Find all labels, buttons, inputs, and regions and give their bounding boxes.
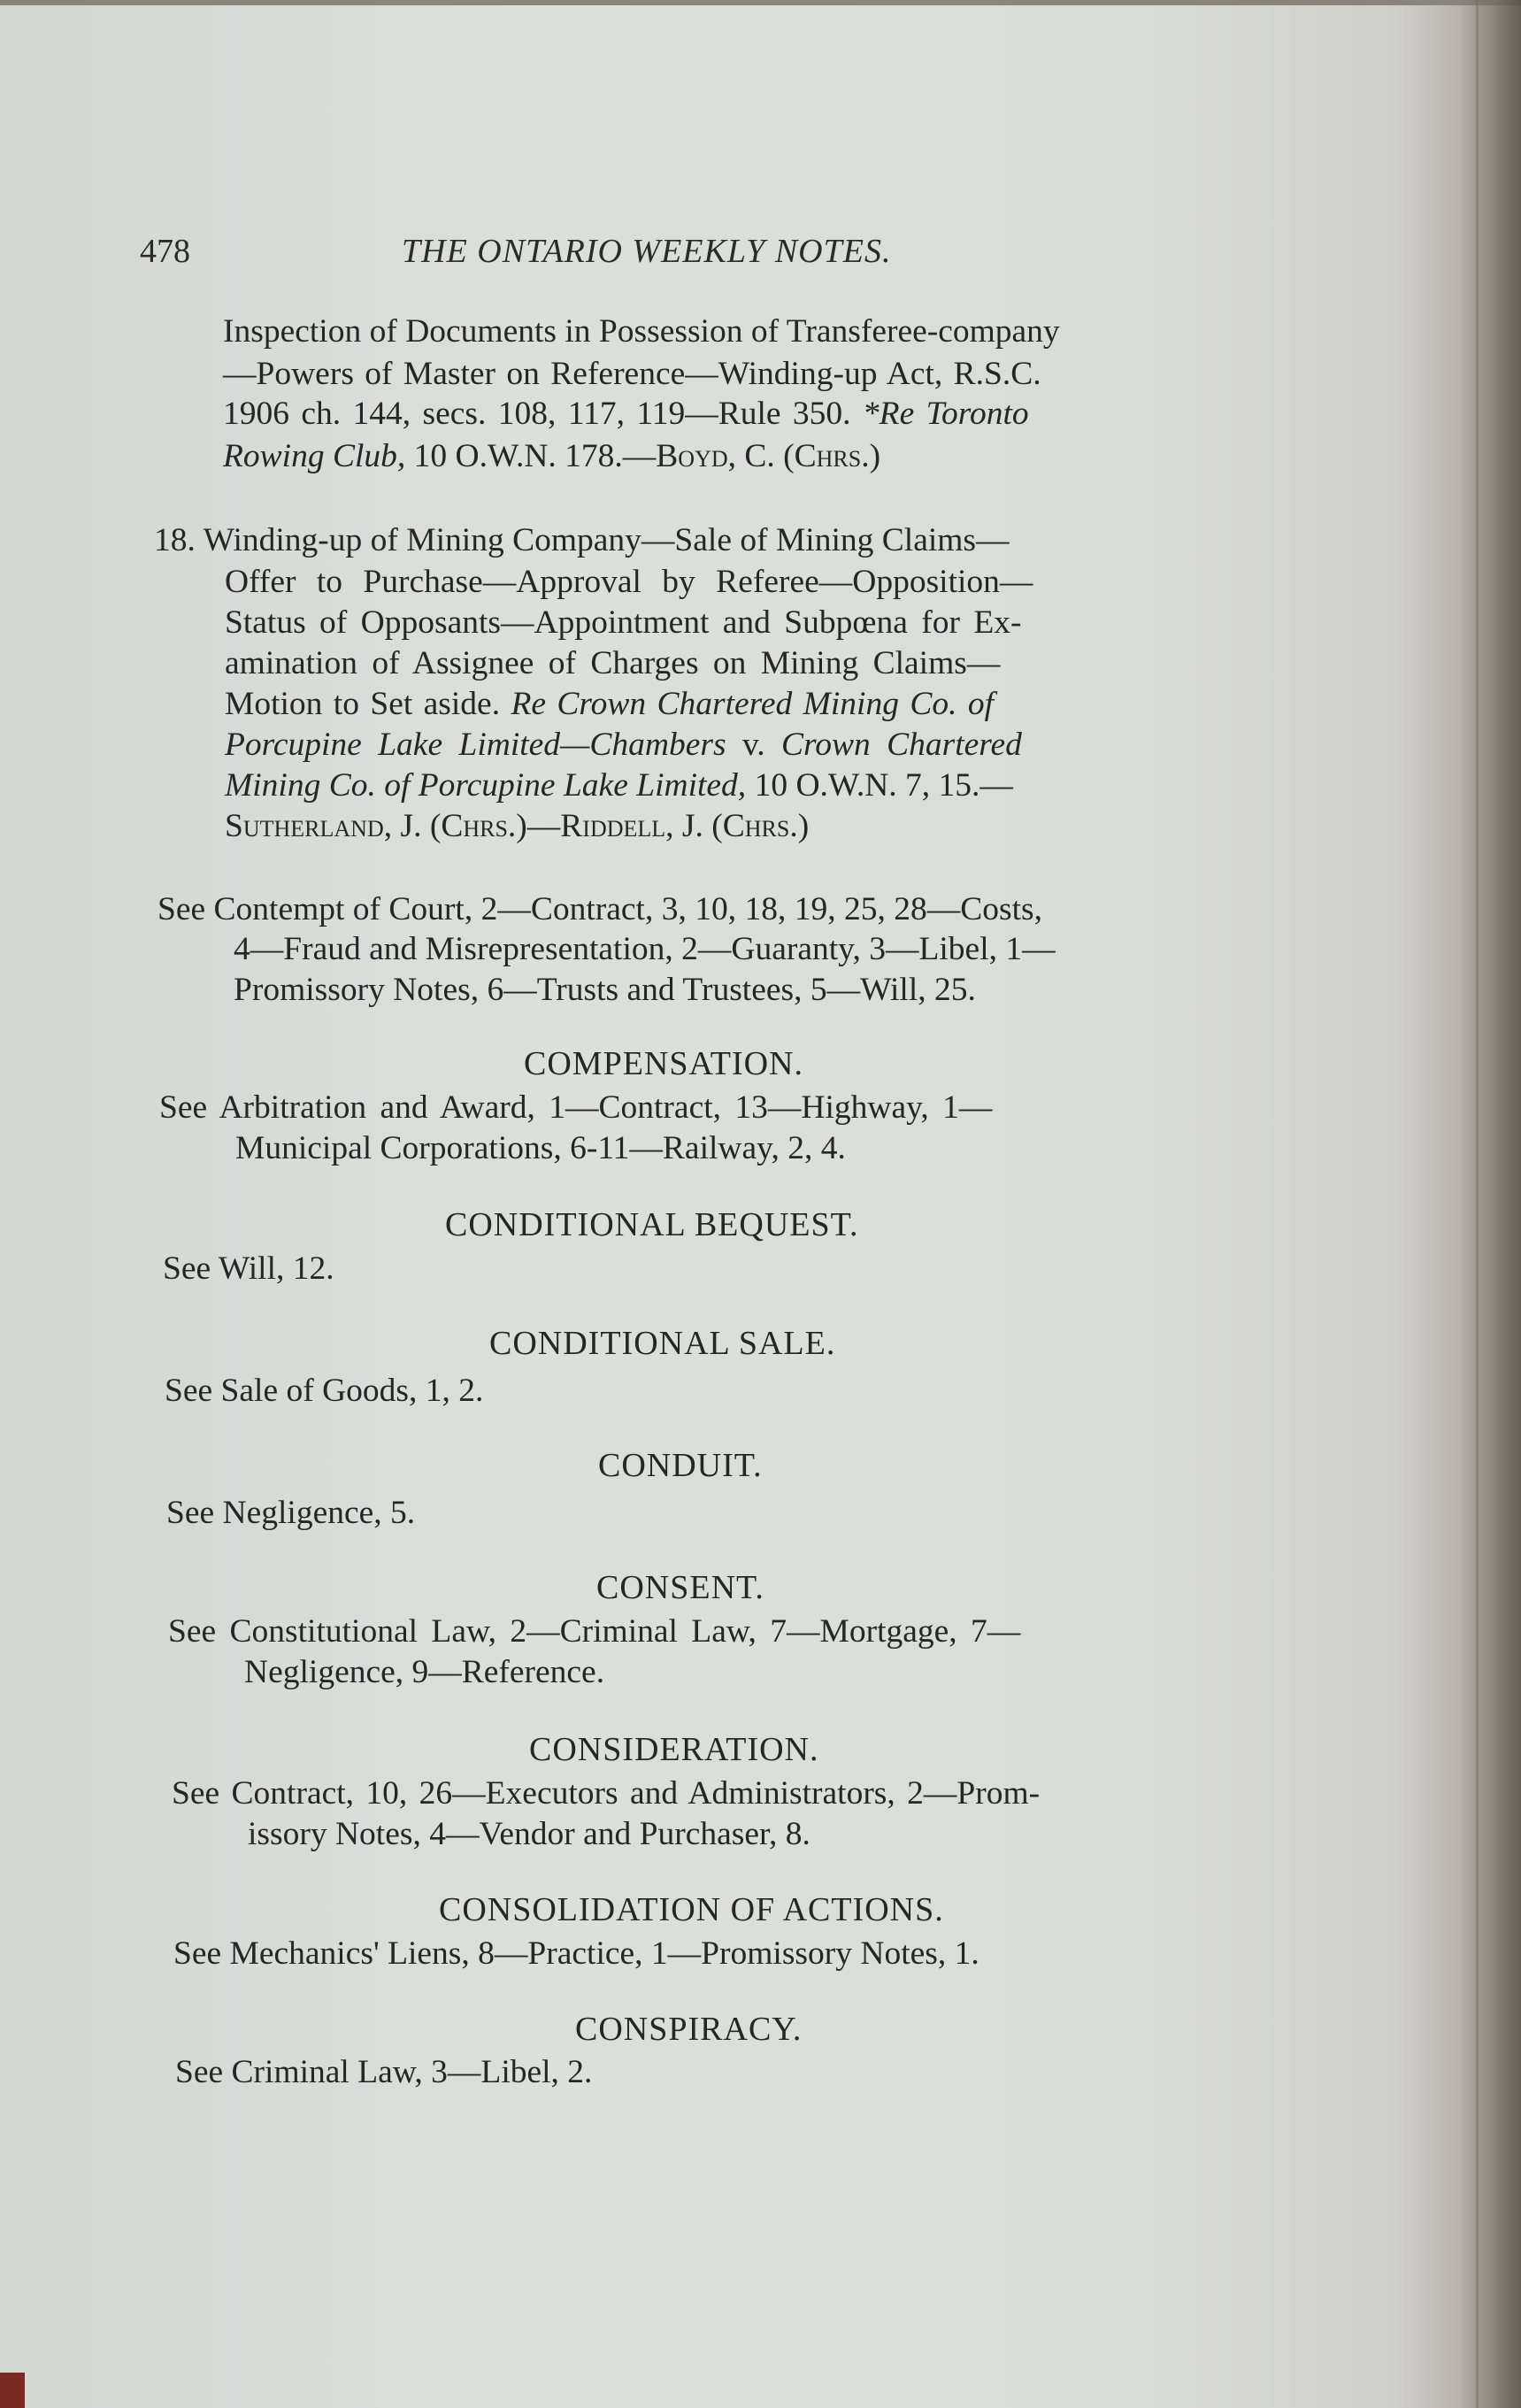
- entry-text: , J. (: [383, 808, 442, 844]
- see-also-line: See Contract, 10, 26—Executors and Administrators, 2—Prom-: [172, 1775, 1041, 1812]
- case-citation: Rowing Club,: [223, 438, 406, 474]
- judge-name: Boyd: [656, 438, 728, 474]
- binding-shadow: [1459, 0, 1521, 2408]
- see-also-line: See Constitutional Law, 2—Criminal Law, 7—Mortgage, 7—: [168, 1613, 1021, 1650]
- entry-line: [225, 806, 809, 847]
- index-heading: COMPENSATION.: [524, 1045, 803, 1082]
- index-heading: CONSIDERATION.: [529, 1731, 819, 1768]
- entry-line: Status of Opposants—Appointment and Subpœna for Ex-: [225, 604, 1022, 641]
- entry-text: ): [869, 438, 881, 474]
- case-citation: Crown Chartered: [781, 727, 1022, 763]
- case-citation: Mining Co. of Porcupine Lake Limited,: [225, 767, 747, 804]
- cover-corner: [0, 2373, 25, 2408]
- entry-line: —Powers of Master on Reference—Winding-up Act, R.S.C.: [223, 356, 1041, 392]
- see-also-line: See Sale of Goods, 1, 2.: [165, 1373, 484, 1409]
- entry-line: [154, 520, 1010, 561]
- judge-name: Riddell: [560, 808, 666, 844]
- entry-line: Offer to Purchase—Approval by Referee—Opposition—: [225, 564, 1033, 600]
- report-ref: 10 O.W.N. 178.—: [405, 438, 657, 474]
- entry-line: [225, 684, 994, 725]
- entry-text: v.: [741, 727, 765, 763]
- index-heading: CONSENT.: [596, 1569, 764, 1606]
- see-also-line: See Contempt of Court, 2—Contract, 3, 10, 18, 19, 25, 28—Costs,: [157, 891, 1042, 927]
- entry-number: 18.: [154, 522, 196, 558]
- see-also-line: issory Notes, 4—Vendor and Purchaser, 8.: [248, 1816, 810, 1852]
- entry-text: 1906 ch. 144, secs. 108, 117, 119—Rule 350.: [223, 396, 851, 432]
- case-citation: Porcupine Lake Limited—Chambers: [225, 727, 726, 763]
- entry-line: amination of Assignee of Charges on Mining Claims—: [225, 645, 1001, 681]
- court-abbrev: Chrs.: [722, 808, 798, 844]
- index-heading: CONDITIONAL SALE.: [489, 1325, 836, 1362]
- report-ref: 10 O.W.N. 7, 15.—: [746, 767, 1013, 804]
- see-also-line: See Arbitration and Award, 1—Contract, 13—Highway, 1—: [159, 1089, 993, 1126]
- entry-text: )—: [516, 808, 561, 844]
- entry-line: [223, 394, 1029, 435]
- page-top-edge: [0, 0, 1521, 5]
- see-also-line: See Negligence, 5.: [166, 1495, 416, 1531]
- entry-line: Inspection of Documents in Possession of Transferee-company: [223, 313, 1060, 350]
- entry-line: [225, 765, 1013, 806]
- court-abbrev: Chrs.: [441, 808, 517, 844]
- see-also-line: Promissory Notes, 6—Trusts and Trustees, 5—Will, 25.: [234, 972, 976, 1008]
- running-title: THE ONTARIO WEEKLY NOTES.: [402, 233, 892, 270]
- entry-line: [225, 725, 1022, 765]
- see-also-line: See Criminal Law, 3—Libel, 2.: [175, 2054, 593, 2090]
- entry-text: , C. (: [727, 438, 795, 474]
- see-also-line: See Will, 12.: [163, 1250, 334, 1287]
- index-heading: CONSPIRACY.: [575, 2011, 803, 2048]
- entry-text: , J. (: [665, 808, 723, 844]
- see-also-line: 4—Fraud and Misrepresentation, 2—Guaranty, 3—Libel, 1—: [234, 931, 1056, 967]
- entry-text: ): [797, 808, 810, 844]
- running-header: [140, 232, 1219, 276]
- court-abbrev: Chrs.: [794, 438, 870, 474]
- index-heading: CONDITIONAL BEQUEST.: [445, 1206, 859, 1243]
- index-heading: CONSOLIDATION OF ACTIONS.: [439, 1891, 944, 1928]
- entry-text: Motion to Set aside.: [225, 686, 501, 722]
- see-also-line: Negligence, 9—Reference.: [244, 1654, 605, 1690]
- see-also-line: See Mechanics' Liens, 8—Practice, 1—Promissory Notes, 1.: [173, 1935, 979, 1972]
- page-number: 478: [140, 233, 190, 270]
- index-heading: CONDUIT.: [598, 1447, 763, 1484]
- judge-name: Sutherland: [225, 808, 384, 844]
- entry-text: Winding-up of Mining Company—Sale of Mining Claims—: [203, 522, 1010, 558]
- case-citation: Re Crown Chartered Mining Co. of: [511, 686, 995, 722]
- case-citation: *Re Toronto: [862, 396, 1029, 432]
- entry-line: [223, 436, 880, 477]
- see-also-line: Municipal Corporations, 6-11—Railway, 2, 4.: [235, 1130, 846, 1166]
